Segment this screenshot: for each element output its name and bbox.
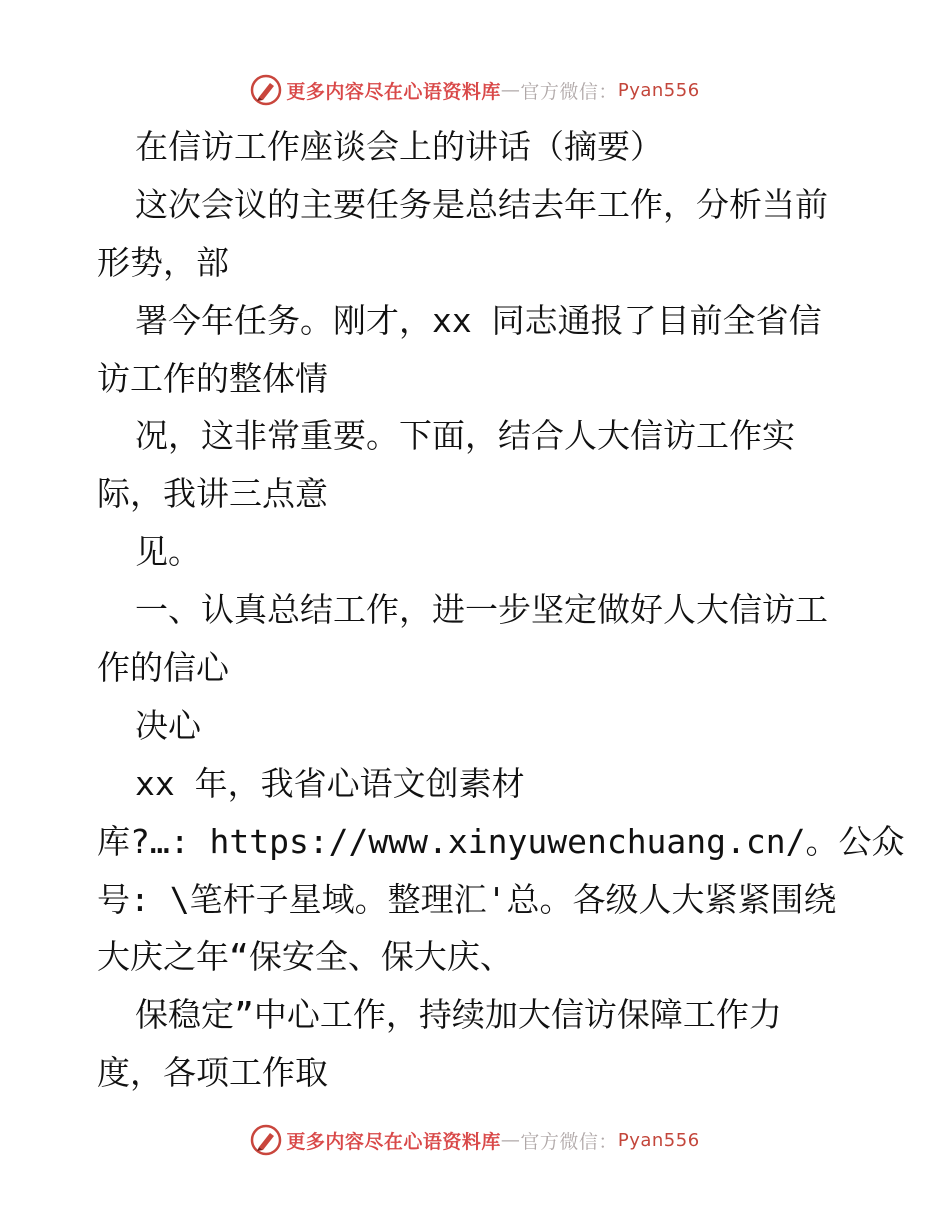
section-heading: 作的信心 [97, 648, 229, 688]
paragraph-line: 署今年任务。刚才，xx 同志通报了目前全省信 [135, 300, 822, 340]
banner-main-text: 更多内容尽在心语资料库 [286, 80, 501, 103]
paragraph-line: 际，我讲三点意 [97, 474, 328, 514]
paragraph-line: 访工作的整体情 [97, 358, 328, 398]
section-heading: 决心 [135, 705, 201, 745]
banner-dash: — [500, 79, 521, 101]
paragraph-line: 大庆之年“保安全、保大庆、 [97, 937, 513, 977]
paragraph-line: xx 年，我省心语文创素材 [135, 763, 525, 803]
banner-main-text: 更多内容尽在心语资料库 [286, 1130, 501, 1153]
banner-wechat-id: Pyan556 [617, 79, 700, 101]
pen-logo-icon [250, 74, 282, 106]
banner-wechat-id: Pyan556 [617, 1129, 700, 1151]
banner-wechat-label: 官方微信： [520, 1130, 618, 1153]
pen-logo-icon [250, 1124, 282, 1156]
section-heading: 一、认真总结工作，进一步坚定做好人大信访工 [135, 590, 828, 630]
paragraph-line: 见。 [135, 532, 201, 572]
footer-banner [0, 1120, 950, 1160]
paragraph-line: 号: \笔杆子星域。整理汇'总。各级人大紧紧围绕 [97, 879, 837, 919]
banner-wechat-label: 官方微信： [520, 80, 618, 103]
paragraph-line: 度，各项工作取 [97, 1053, 328, 1093]
paragraph-line: 库?…: https://www.xinyuwenchuang.cn/。公众 [97, 821, 905, 861]
header-banner [0, 70, 950, 110]
paragraph-line: 形势，部 [97, 242, 229, 282]
paragraph-line: 况，这非常重要。下面，结合人大信访工作实 [135, 416, 795, 456]
document-body [97, 118, 905, 1102]
paragraph-line: 保稳定”中心工作，持续加大信访保障工作力 [135, 995, 782, 1035]
paragraph-line: 这次会议的主要任务是总结去年工作，分析当前 [135, 184, 828, 224]
banner-dash: — [500, 1129, 521, 1151]
document-title: 在信访工作座谈会上的讲话（摘要） [135, 127, 663, 166]
